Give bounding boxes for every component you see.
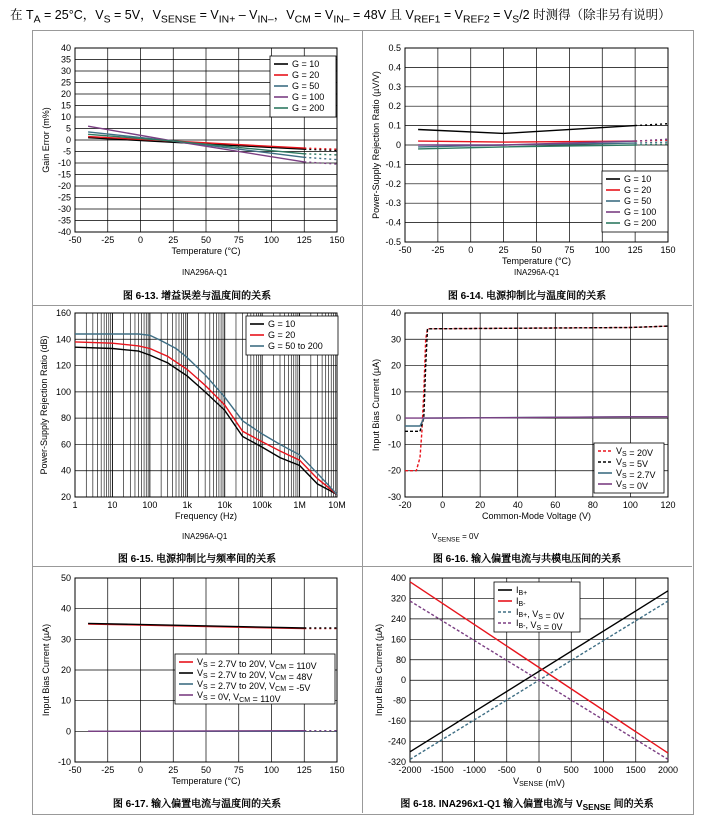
x-tick-label: 25: [168, 765, 179, 775]
x-tick-label: 75: [233, 235, 244, 245]
legend-label: $V_S = 0V$, $V_{CM} = 110V$: [197, 690, 281, 704]
x-tick-label: 10k: [217, 500, 232, 510]
y-tick-label: 40: [390, 308, 401, 318]
x-tick-label: 100k: [252, 500, 272, 510]
legend-label: G = 50: [292, 81, 320, 91]
legend-label: G = 10: [624, 174, 652, 184]
x-tick-label: -1000: [462, 765, 487, 775]
y-axis-label: Input Bias Current (µA): [371, 358, 381, 452]
x-tick-label: 120: [660, 500, 676, 510]
x-tick-label: 150: [329, 235, 345, 245]
x-tick-label: 1000: [593, 765, 614, 775]
y-tick-label: 100: [55, 386, 71, 397]
x-tick-label: 150: [329, 765, 345, 775]
y-tick-label: 0: [395, 413, 401, 424]
y-tick-label: 10: [60, 695, 71, 706]
legend-label: G = 200: [292, 103, 325, 113]
x-tick-label: 0: [137, 235, 144, 245]
caption-fig-6-13: 图 6-13. 增益误差与温度间的关系: [122, 291, 272, 302]
legend-label: G = 20: [292, 70, 320, 80]
y-axis-label: Gain Error (m%): [41, 107, 51, 173]
y-tick-label: 50: [60, 573, 71, 583]
y-tick-label: 30: [390, 334, 401, 345]
x-axis-label: Temperature (°C): [501, 256, 572, 266]
x-tick-label: -500: [497, 765, 516, 775]
y-tick-label: 0.4: [388, 62, 401, 73]
legend-label: $V_S = 20V$: [616, 446, 653, 458]
y-tick-label: -25: [57, 192, 71, 203]
y-tick-label: -240: [387, 736, 406, 747]
y-tick-label: -15: [57, 169, 71, 180]
x-tick-label: 125: [296, 765, 312, 775]
x-tick-label: 50: [200, 765, 212, 775]
legend-label: $V_S = 0V$: [616, 479, 648, 491]
x-tick-label: -25: [101, 235, 115, 245]
x-tick-label: 0: [468, 245, 474, 255]
x-tick-label: 75: [564, 245, 575, 255]
plot-area: [374, 573, 678, 788]
y-axis-label: Input Bias Current (µA): [374, 623, 384, 717]
legend-label: G = 50: [624, 196, 652, 206]
x-tick-label: 60: [550, 500, 561, 510]
y-tick-label: -0.3: [385, 198, 401, 209]
x-tick-label: -20: [398, 500, 412, 510]
legend-label: $I_{B-}$, $V_S = 0V$: [516, 618, 563, 632]
legend-label: G = 10: [268, 319, 296, 329]
x-tick-label: 500: [563, 765, 579, 775]
x-tick-label: 150: [660, 245, 676, 255]
x-tick-label: -50: [68, 765, 82, 775]
x-tick-label: 125: [627, 245, 643, 255]
y-tick-label: 30: [60, 634, 71, 645]
vsense-note-16: $V_{SENSE} = 0V$: [432, 532, 479, 544]
y-tick-label: -0.4: [385, 217, 401, 228]
x-axis-label: Temperature (°C): [171, 246, 241, 256]
y-tick-label: -0.1: [385, 159, 401, 170]
legend-label: G = 100: [292, 92, 325, 102]
y-tick-label: 0: [400, 675, 406, 686]
part-note-13: INA296A-Q1: [182, 268, 228, 277]
y-tick-label: 20: [60, 492, 71, 502]
y-tick-label: -160: [387, 716, 406, 727]
y-tick-label: -10: [57, 757, 71, 767]
x-tick-label: 1: [72, 500, 78, 510]
caption-fig-6-17: 图 6-17. 输入偏置电流与温度间的关系: [112, 799, 282, 810]
y-tick-label: -30: [57, 204, 71, 214]
y-axis-label: Power-Supply Rejection Ratio (dB): [39, 335, 49, 475]
y-tick-label: -80: [392, 695, 406, 706]
y-tick-label: -5: [62, 146, 71, 157]
x-tick-label: -2000: [398, 765, 422, 775]
x-tick-label: 20: [475, 500, 486, 510]
y-tick-label: 0.5: [388, 43, 401, 53]
x-tick-label: -25: [101, 765, 115, 775]
y-tick-label: 320: [390, 593, 406, 604]
y-tick-label: -10: [387, 439, 401, 450]
x-tick-label: -25: [431, 245, 445, 255]
y-tick-label: 20: [60, 665, 71, 675]
y-tick-label: 40: [60, 43, 71, 53]
y-tick-label: 40: [60, 465, 71, 476]
y-tick-label: -35: [57, 215, 71, 226]
y-tick-label: 60: [60, 439, 71, 450]
y-tick-label: 20: [60, 89, 71, 99]
x-tick-label: 10: [107, 500, 118, 510]
legend-label: $V_S = 2.7V$ to 20V, $V_{CM} = 48V$: [197, 668, 313, 682]
y-tick-label: -40: [57, 227, 71, 237]
y-tick-label: 5: [65, 123, 71, 134]
y-tick-label: 0: [65, 726, 71, 737]
y-tick-label: 0: [65, 135, 71, 145]
x-axis-label: Frequency (Hz): [174, 511, 238, 521]
x-tick-label: 0: [440, 500, 446, 510]
y-tick-label: 10: [60, 112, 71, 122]
legend-label: $I_{B-}$: [516, 596, 526, 608]
y-tick-label: 120: [55, 360, 71, 371]
y-tick-label: 80: [395, 654, 406, 665]
y-tick-label: 0: [395, 140, 401, 150]
legend-label: $I_{B+}$, $V_S = 0V$: [516, 607, 565, 621]
legend-label: $V_S = 2.7V$ to 20V, $V_{CM} = -5V$: [197, 679, 311, 693]
y-tick-label: 160: [390, 634, 406, 645]
y-tick-label: -20: [57, 181, 71, 191]
legend-label: G = 100: [624, 207, 657, 217]
x-tick-label: 100: [622, 500, 638, 510]
x-tick-label: 80: [587, 500, 598, 510]
x-tick-label: -1500: [430, 765, 454, 775]
x-tick-label: -50: [68, 235, 82, 245]
legend-label: G = 50 to 200: [268, 341, 323, 351]
y-tick-label: -320: [387, 757, 406, 767]
caption-fig-6-15: 图 6-15. 电源抑制比与频率间的关系: [117, 554, 277, 565]
legend-label: G = 200: [624, 218, 657, 228]
x-tick-label: 1M: [293, 500, 306, 510]
y-tick-label: 25: [60, 77, 71, 88]
x-tick-label: 0: [536, 765, 542, 775]
x-tick-label: 2000: [657, 765, 679, 775]
legend-label: $V_S = 2.7V$: [616, 468, 656, 480]
y-tick-label: 140: [55, 334, 71, 345]
y-tick-label: 80: [60, 413, 71, 424]
y-axis-label: Power-Supply Rejection Ratio (µV/V): [371, 71, 381, 219]
y-tick-label: 30: [60, 66, 71, 76]
x-tick-label: -50: [398, 245, 412, 255]
x-tick-label: 25: [168, 235, 179, 245]
y-axis-label: Input Bias Current (µA): [41, 623, 51, 717]
y-tick-label: 400: [390, 573, 406, 583]
x-tick-label: 100: [263, 235, 280, 245]
x-axis-label: Temperature (°C): [171, 776, 241, 786]
caption-fig-6-16: 图 6-16. 输入偏置电流与共模电压间的关系: [432, 554, 622, 565]
conditions-header: 在 $T_A = 25^\circ C$，$V_S = 5V$，$V_{SENSE} = V_{IN+} - V_{IN-}$，$V_{CM} = V_{IN-} = 48V$ 且 $V_{REF1} = V_{REF2} = V_S/2$ 时测得（除非另有说明）: [10, 8, 671, 26]
part-note-15: INA296A-Q1: [182, 532, 228, 541]
x-tick-label: 50: [531, 245, 542, 255]
x-tick-label: 75: [233, 765, 244, 775]
y-tick-label: 40: [60, 603, 71, 614]
x-axis-label: Common-Mode Voltage (V): [481, 511, 592, 521]
x-tick-label: 1500: [625, 765, 646, 775]
y-tick-label: 20: [390, 360, 401, 371]
y-tick-label: -30: [387, 492, 401, 502]
legend-label: $V_S = 2.7V$ to 20V, $V_{CM} = 110V$: [197, 657, 317, 671]
y-tick-label: 35: [60, 54, 71, 65]
y-tick-label: 10: [390, 386, 401, 397]
legend-label: $V_S = 5V$: [616, 457, 648, 469]
x-tick-label: 100: [263, 765, 280, 775]
x-tick-label: 0: [137, 765, 144, 775]
caption-fig-6-14: 图 6-14. 电源抑制比与温度间的关系: [447, 291, 607, 302]
x-axis-label: $V_{SENSE}$ (mV): [513, 776, 565, 788]
y-tick-label: -20: [387, 465, 401, 476]
y-tick-label: -0.2: [385, 178, 401, 189]
x-tick-label: 10M: [328, 500, 346, 510]
y-tick-label: 160: [55, 308, 71, 318]
x-tick-label: 100: [594, 245, 610, 255]
y-tick-label: 15: [60, 100, 71, 111]
y-tick-label: -0.5: [385, 237, 401, 247]
x-tick-label: 125: [296, 235, 312, 245]
caption-fig-6-18: 图 6-18. INA296x1-Q1 输入偏置电流与 $V_{SENSE}$ 间的关系: [400, 799, 654, 812]
x-tick-label: 1k: [182, 500, 193, 510]
y-tick-label: -10: [57, 158, 71, 168]
x-tick-label: 40: [512, 500, 523, 510]
legend-label: G = 20: [624, 185, 652, 195]
x-tick-label: 25: [498, 245, 509, 255]
y-tick-label: 0.3: [388, 81, 401, 92]
legend-label: G = 10: [292, 59, 320, 69]
y-tick-label: 240: [390, 613, 406, 624]
x-tick-label: 50: [200, 235, 212, 245]
legend-label: $I_{B+}$: [516, 585, 528, 597]
y-tick-label: 0.2: [388, 101, 401, 112]
part-note-14: INA296A-Q1: [514, 268, 560, 277]
y-tick-label: 0.1: [388, 120, 401, 131]
legend-label: G = 20: [268, 330, 296, 340]
x-tick-label: 100: [142, 500, 158, 510]
